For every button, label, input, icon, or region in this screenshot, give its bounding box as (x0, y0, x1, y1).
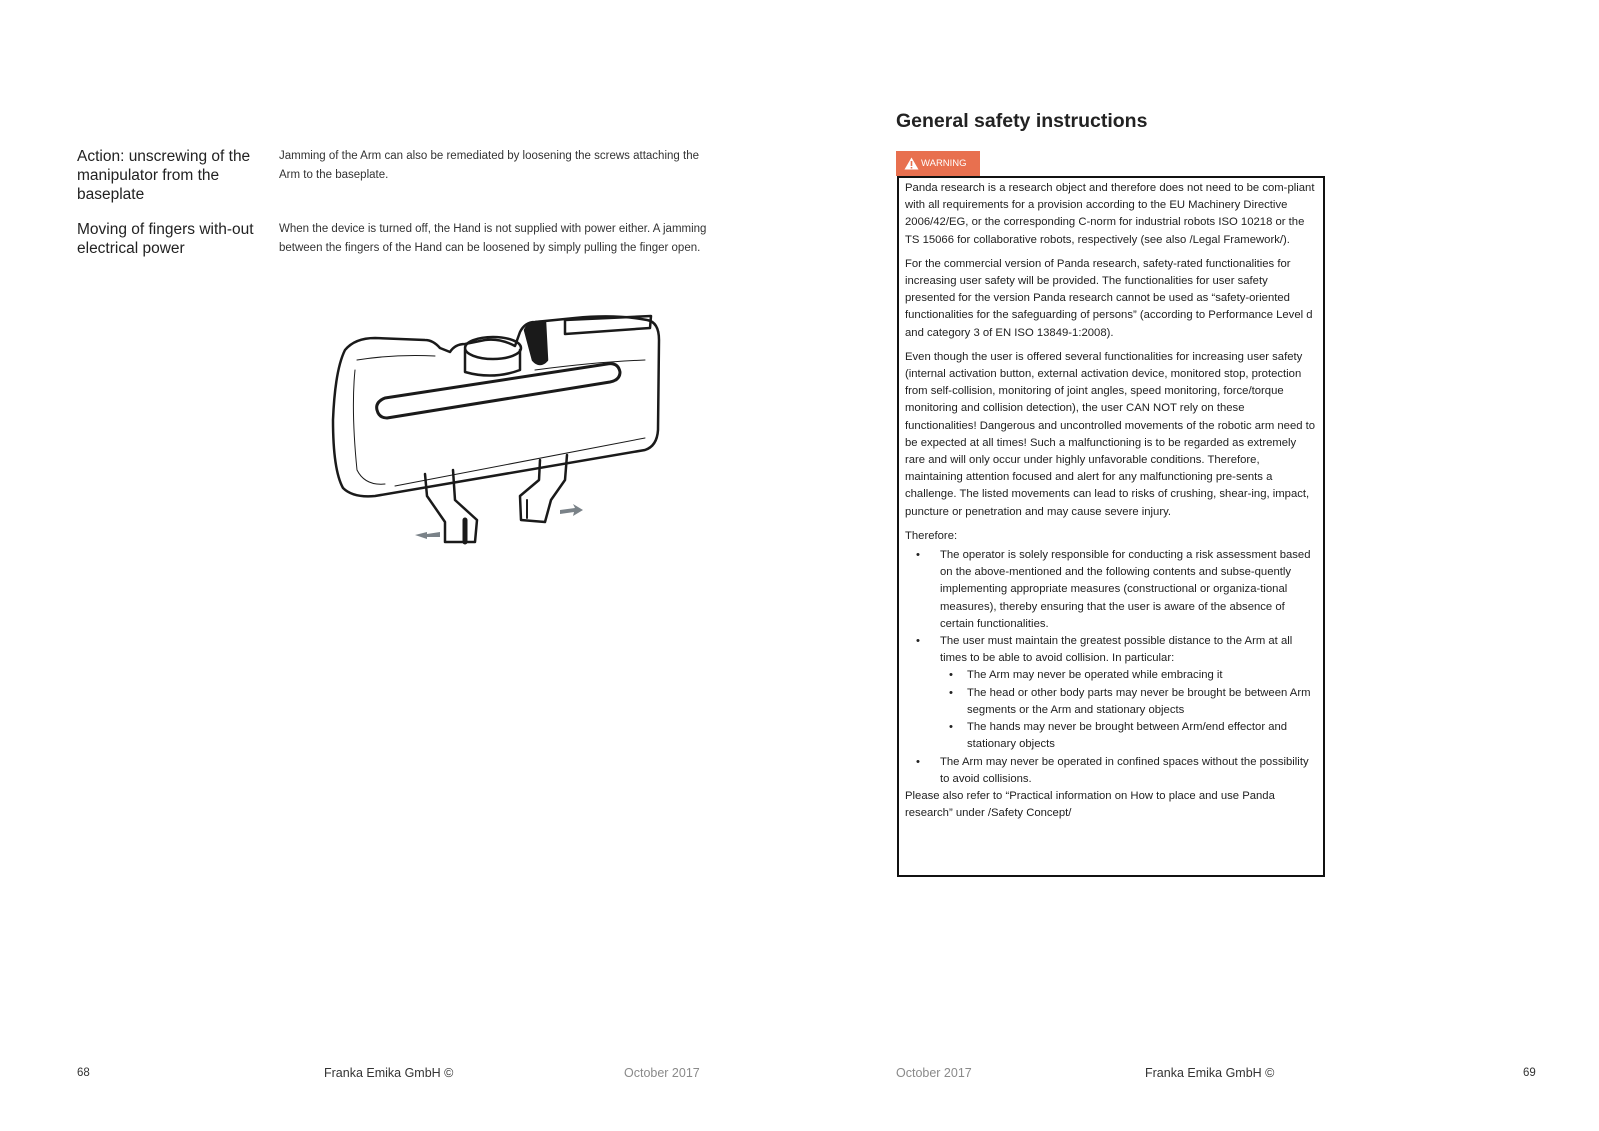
warning-paragraph: For the commercial version of Panda research, safety-rated functionalities for increasing user safety will be provided. The functionalities for user safety presented for the version Panda research cannot be used as “safety-oriented functionalities for the safeguarding of persons” (according to Performance Level d and category 3 of EN ISO 13849-1:2008). (905, 257, 1313, 339)
page-title: General safety instructions (896, 110, 1148, 132)
robot-hand-gripper-illustration (315, 310, 675, 560)
sub-list-item: • The Arm may never be operated while embracing it (940, 667, 1318, 684)
warning-box (897, 176, 1325, 877)
list-item (905, 633, 1318, 753)
right-page (800, 0, 1599, 1131)
footer-date: October 2017 (896, 1066, 972, 1080)
list-item: • The Arm may never be operated in confined spaces without the possibility to avoid collisions. (905, 754, 1318, 788)
list-item-text: The user must maintain the greatest possible distance to the Arm at all times to be able to avoid collision. In particular: (940, 635, 1293, 665)
therefore-label: Therefore: (905, 529, 958, 542)
section-heading-moving-fingers: Moving of fingers with-out electrical power (77, 221, 254, 257)
section-text-moving-fingers: When the device is turned off, the Hand is not supplied with power either. A jamming between the fingers of the Hand can be loosened by simply pulling the finger open. (279, 223, 707, 254)
warning-paragraph: Panda research is a research object and therefore does not need to be com-pliant with all requirements for a provision according to the EU Machinery Directive 2006/42/EG, or the corresponding C-norm for industrial robots ISO 10218 or the TS 15066 for collaborative robots, respectively (see also /Legal Framework/). (905, 182, 1315, 246)
list-item: • The operator is solely responsible for conducting a risk assessment based on the above-mentioned and the following contents and subse-quently implementing appropriate measures (constructional or organiza-tional measures), thereby ensuring that the user is aware of the absence of certain functionalities. (905, 547, 1318, 633)
warning-triangle-icon (904, 157, 919, 170)
bullet-list (905, 547, 1318, 788)
sub-list-item: • The hands may never be brought between Arm/end effector and stationary objects (940, 719, 1318, 753)
footer-date: October 2017 (624, 1066, 700, 1080)
sub-list-item: • The head or other body parts may never be brought be between Arm segments or the Arm and stationary objects (940, 685, 1318, 719)
page-number: 68 (77, 1067, 90, 1079)
footer-company: Franka Emika GmbH © (324, 1066, 454, 1080)
section-heading-unscrewing: Action: unscrewing of the manipulator from the baseplate (77, 148, 251, 203)
sub-bullet-list (940, 667, 1318, 753)
page-number: 69 (1523, 1067, 1536, 1079)
footer-company: Franka Emika GmbH © (1145, 1066, 1275, 1080)
warning-label-text: WARNING (921, 158, 967, 169)
section-text-unscrewing: Jamming of the Arm can also be remediated by loosening the screws attaching the Arm to the baseplate. (279, 150, 699, 181)
closing-reference: Please also refer to “Practical information on How to place and use Panda research” under /Safety Concept/ (905, 789, 1275, 820)
warning-paragraph: Even though the user is offered several functionalities for increasing user safety (internal activation button, external activation device, monitored stop, protection from self-collision, monitoring of joint angles, speed monitoring, force/torque monitoring and collision detection), the user CAN NOT rely on these functionalities! Dangerous and uncontrolled movements of the robotic arm need to be expected at all times! Such a malfunctioning is to be regarded as extremely rare and will only occur under highly unfavorable conditions. Therefore, maintaining attention focused and alert for any malfunctioning pre-sents a challenge. The listed movements can lead to risks of crushing, shear-ing, impact, puncture or penetration and may cause severe injury. (905, 350, 1316, 518)
warning-label (896, 151, 980, 176)
